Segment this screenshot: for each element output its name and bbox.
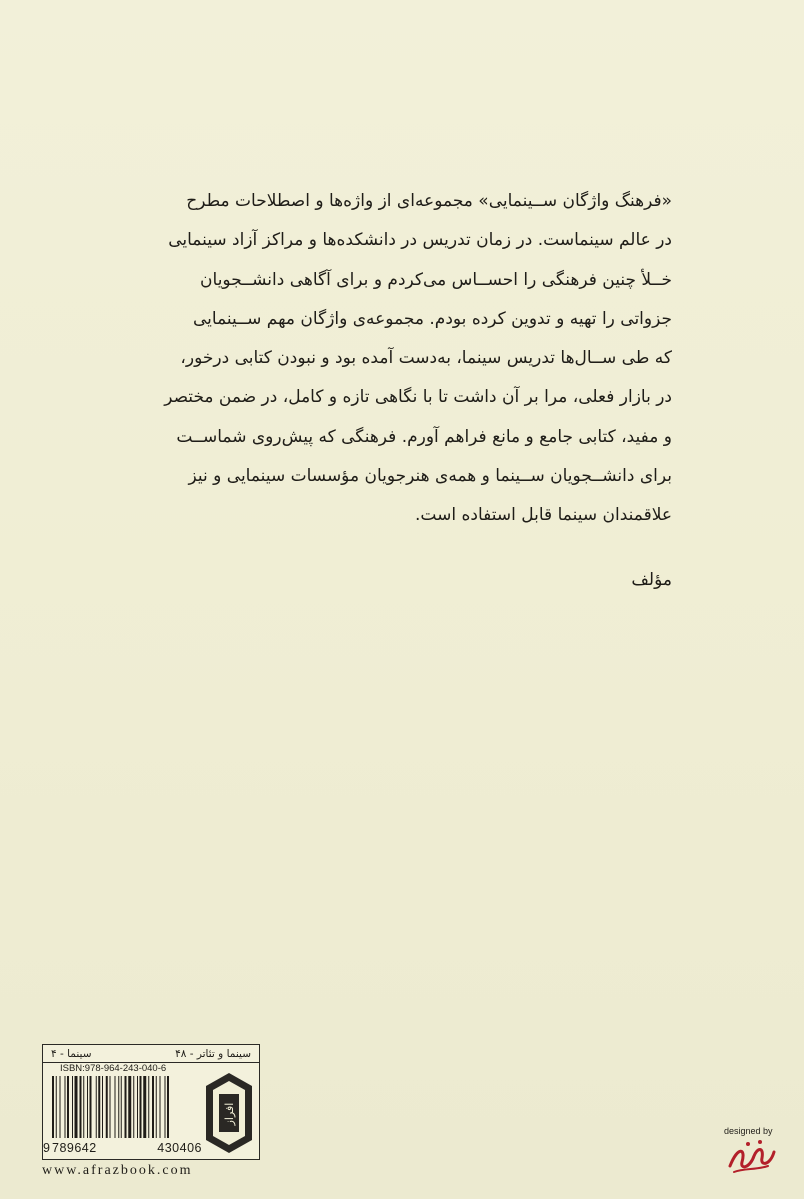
text-line: خــلأ چنین فرهنگی را احســاس می‌کردم و برای آگاهی دانشــجویان [200,269,672,290]
barcode-bar [167,1076,169,1138]
barcode-bar [75,1076,78,1138]
barcode-bar [125,1076,127,1138]
barcode-bar [133,1076,134,1138]
publisher-website: www.afrazbook.com [42,1163,193,1178]
text-line: علاقمندان سینما قابل استفاده است. [415,505,672,526]
barcode-bar [152,1076,154,1138]
barcode-bar [56,1076,57,1138]
barcode-bar [72,1076,73,1138]
text-line: که طی ســال‌ها تدریس سینما، به‌دست آمده بود و نبودن کتابی درخور، [180,348,672,369]
text-line: در عالم سینماست. در زمان تدریس در دانشکده‌ها و مراکز آزاد سینمایی [168,230,672,251]
description-text [120,182,672,536]
series-label-right: سینما و تئاتر - ۴۸ [175,1047,251,1060]
series-label-left: سینما - ۴ [51,1047,92,1060]
text-line: و مفید، کتابی جامع و مانع فراهم آورم. فرهنگی که پیش‌روی شماســت [176,426,672,447]
text-line: برای دانشــجویان ســینما و همه‌ی هنرجویان مؤسسات سینمایی و نیز [188,466,672,487]
barcode-bar [67,1076,69,1138]
barcode-bar [102,1076,103,1138]
barcode-bar [98,1076,100,1138]
barcode-bar [121,1076,122,1138]
barcode-bar [80,1076,82,1138]
barcode-bar [90,1076,92,1138]
barcode-bar [118,1076,119,1138]
barcode-bar [96,1076,97,1138]
barcode-bar [143,1076,146,1138]
barcode-bar [87,1076,88,1138]
author-signature: مؤلف [631,570,672,590]
series-header [43,1045,259,1063]
isbn-label: ISBN:978-964-243-040-6 [60,1063,167,1074]
barcode-digits-right: 430406 [157,1141,202,1155]
barcode-bar [140,1076,142,1138]
barcode-bar [165,1076,166,1138]
barcode-icon [50,1076,202,1138]
barcode-bar [137,1076,138,1138]
barcode-bar [60,1076,61,1138]
barcode-bar [106,1076,108,1138]
text-line: در بازار فعلی، مرا بر آن داشت تا با نگاهی تازه و کامل، در ضمن مختصر [164,387,672,408]
barcode-bar [115,1076,116,1138]
barcode-bar [128,1076,131,1138]
text-line: «فرهنگ واژگان ســینمایی» مجموعه‌ای از واژه‌ها و اصطلاحات مطرح [186,191,672,211]
barcode-bar [110,1076,111,1138]
barcode-bar [156,1076,157,1138]
barcode-digits [52,1141,202,1155]
barcode-digits-left: 789642 [52,1141,97,1155]
barcode-bar [148,1076,149,1138]
designed-by-label: designed by [724,1126,773,1136]
logo-wordmark: افراز [223,1102,236,1126]
publisher-logo-icon [203,1070,255,1156]
barcode-bar [83,1076,84,1138]
text-line: جزواتی را تهیه و تدوین کرده بودم. مجموعه‌ی واژگان مهم ســینمایی [193,308,672,329]
barcode-bar [65,1076,66,1138]
barcode-lead-digit: 9 [43,1141,50,1155]
barcode-bar [160,1076,161,1138]
designer-signature-icon [724,1136,780,1176]
barcode-bar [52,1076,54,1138]
